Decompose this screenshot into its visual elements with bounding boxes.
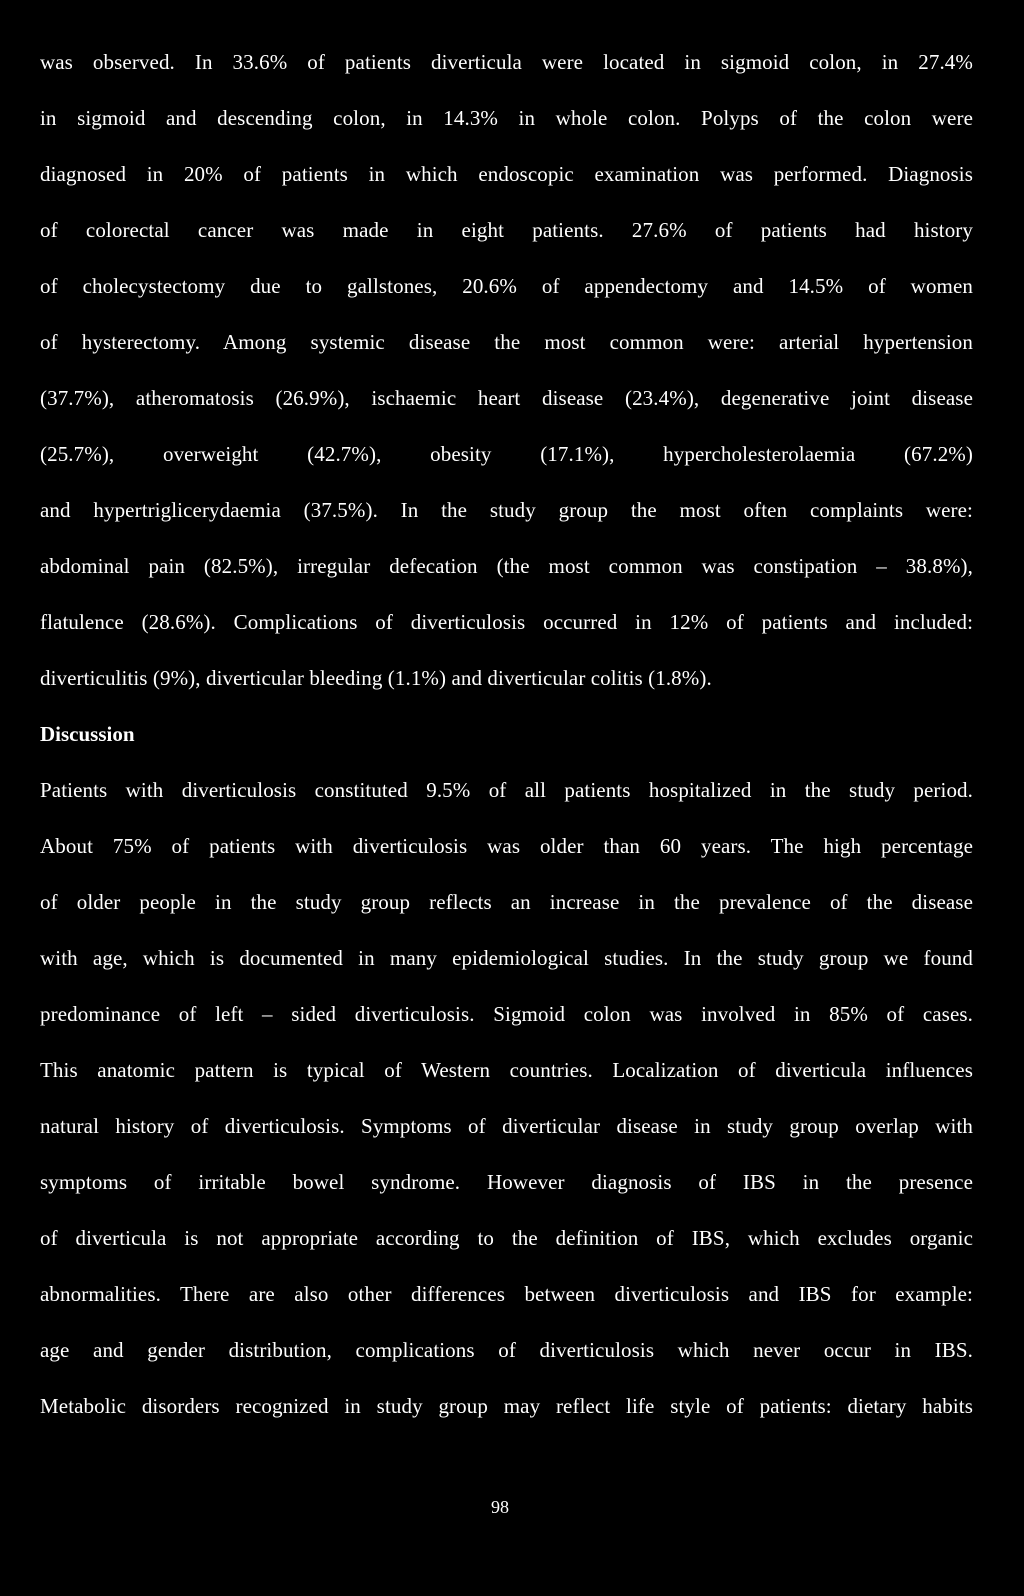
discussion-line-10: abnormalities. There are also other differences between diverticulosis and IBS for example: [40,1282,973,1306]
discussion-line-12: Metabolic disorders recognized in study group may reflect life style of patients: dietary habits [40,1394,973,1418]
results-line-11: flatulence (28.6%). Complications of diverticulosis occurred in 12% of patients and included: [40,610,973,634]
results-line-6: of hysterectomy. Among systemic disease the most common were: arterial hypertension [40,330,973,354]
discussion-line-11: age and gender distribution, complications of diverticulosis which never occur in IBS. [40,1338,973,1362]
results-line-10: abdominal pain (82.5%), irregular defecation (the most common was constipation – 38.8%), [40,554,973,578]
discussion-line-7: natural history of diverticulosis. Symptoms of diverticular disease in study group overlap with [40,1114,973,1138]
results-line-9: and hypertriglicerydaemia (37.5%). In the study group the most often complaints were: [40,498,973,522]
results-line-12: diverticulitis (9%), diverticular bleeding (1.1%) and diverticular colitis (1.8%). [40,666,712,690]
results-line-4: of colorectal cancer was made in eight patients. 27.6% of patients had history [40,218,973,242]
discussion-line-4: with age, which is documented in many epidemiological studies. In the study group we found [40,946,973,970]
discussion-line-9: of diverticula is not appropriate according to the definition of IBS, which excludes organic [40,1226,973,1250]
results-line-1: was observed. In 33.6% of patients diverticula were located in sigmoid colon, in 27.4% [40,50,973,74]
results-line-8: (25.7%), overweight (42.7%), obesity (17.1%), hypercholesterolaemia (67.2%) [40,442,973,466]
discussion-line-3: of older people in the study group reflects an increase in the prevalence of the disease [40,890,973,914]
discussion-line-1: Patients with diverticulosis constituted 9.5% of all patients hospitalized in the study period. [40,778,973,802]
results-line-2: in sigmoid and descending colon, in 14.3% in whole colon. Polyps of the colon were [40,106,973,130]
discussion-heading: Discussion [40,722,135,746]
results-line-3: diagnosed in 20% of patients in which endoscopic examination was performed. Diagnosis [40,162,973,186]
page-number: 98 [491,1497,509,1517]
discussion-line-8: symptoms of irritable bowel syndrome. However diagnosis of IBS in the presence [40,1170,973,1194]
discussion-line-6: This anatomic pattern is typical of Western countries. Localization of diverticula influences [40,1058,973,1082]
results-line-5: of cholecystectomy due to gallstones, 20.6% of appendectomy and 14.5% of women [40,274,973,298]
results-line-7: (37.7%), atheromatosis (26.9%), ischaemic heart disease (23.4%), degenerative joint disease [40,386,973,410]
discussion-line-5: predominance of left – sided diverticulosis. Sigmoid colon was involved in 85% of cases. [40,1002,973,1026]
discussion-line-2: About 75% of patients with diverticulosis was older than 60 years. The high percentage [40,834,973,858]
